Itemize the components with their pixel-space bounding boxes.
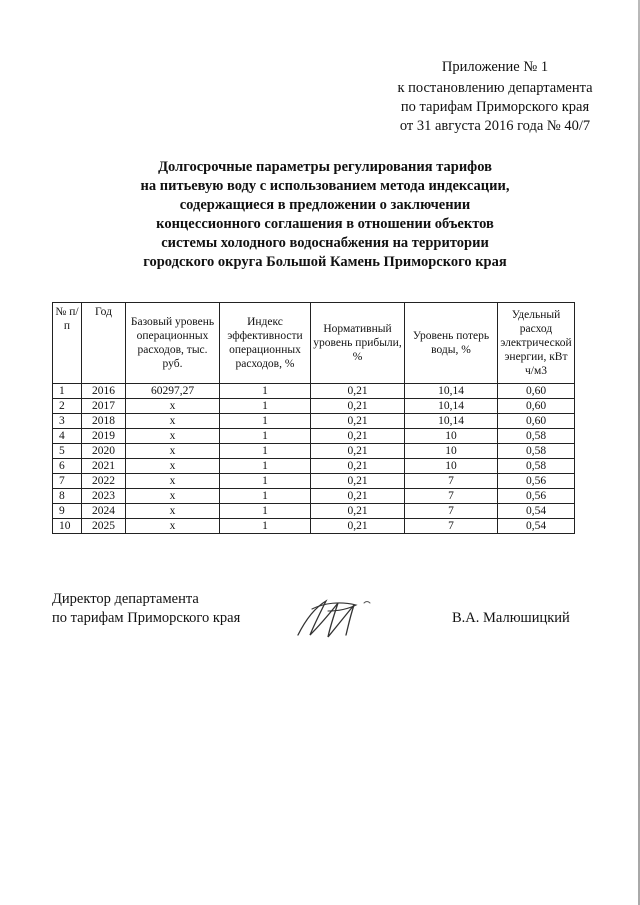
cell-profit: 0,21 xyxy=(311,414,405,429)
table-row xyxy=(53,459,575,474)
cell-num: 3 xyxy=(53,414,82,429)
cell-index: 1 xyxy=(220,384,311,399)
cell-year: 2021 xyxy=(82,459,126,474)
cell-year: 2023 xyxy=(82,489,126,504)
signer-position-line: по тарифам Приморского края xyxy=(52,610,241,626)
cell-base: х xyxy=(126,459,220,474)
cell-base: х xyxy=(126,399,220,414)
cell-energy: 0,60 xyxy=(498,399,575,414)
annex-number: Приложение № 1 xyxy=(441,59,549,75)
cell-year: 2016 xyxy=(82,384,126,399)
cell-energy: 0,58 xyxy=(498,459,575,474)
cell-losses: 10 xyxy=(405,429,498,444)
cell-profit: 0,21 xyxy=(311,489,405,504)
signer-position xyxy=(52,590,240,628)
table-row xyxy=(53,474,575,489)
header-num: № п/п xyxy=(53,303,82,384)
header-efficiency-index: Индекс эффективности операционных расходов, % xyxy=(220,303,311,384)
tariff-parameters-table xyxy=(52,302,575,534)
cell-year: 2017 xyxy=(82,399,126,414)
cell-year: 2025 xyxy=(82,519,126,534)
cell-energy: 0,58 xyxy=(498,444,575,459)
cell-year: 2020 xyxy=(82,444,126,459)
cell-num: 4 xyxy=(53,429,82,444)
cell-index: 1 xyxy=(220,399,311,414)
cell-energy: 0,54 xyxy=(498,519,575,534)
cell-profit: 0,21 xyxy=(311,444,405,459)
cell-num: 10 xyxy=(53,519,82,534)
table-row xyxy=(53,384,575,399)
cell-losses: 10 xyxy=(405,444,498,459)
cell-base: х xyxy=(126,519,220,534)
cell-losses: 7 xyxy=(405,504,498,519)
annex-line: от 31 августа 2016 года № 40/7 xyxy=(399,118,591,134)
header-water-losses: Уровень потерь воды, % xyxy=(405,303,498,384)
cell-energy: 0,60 xyxy=(498,414,575,429)
document-title xyxy=(90,158,560,272)
cell-index: 1 xyxy=(220,459,311,474)
cell-year: 2018 xyxy=(82,414,126,429)
title-line: на питьевую воду с использованием метода индексации, xyxy=(140,178,510,194)
cell-index: 1 xyxy=(220,444,311,459)
title-line: концессионного соглашения в отношении объектов xyxy=(156,216,494,232)
table-body xyxy=(53,384,575,534)
table-row xyxy=(53,489,575,504)
header-base-expenses: Базовый уровень операционных расходов, тыс. руб. xyxy=(126,303,220,384)
cell-num: 2 xyxy=(53,399,82,414)
table-row xyxy=(53,429,575,444)
cell-profit: 0,21 xyxy=(311,459,405,474)
cell-index: 1 xyxy=(220,519,311,534)
annex-line: к постановлению департамента xyxy=(397,80,593,96)
cell-index: 1 xyxy=(220,489,311,504)
title-line: городского округа Большой Камень Приморского края xyxy=(143,254,507,270)
cell-energy: 0,54 xyxy=(498,504,575,519)
cell-base: 60297,27 xyxy=(126,384,220,399)
cell-year: 2022 xyxy=(82,474,126,489)
annex-line: по тарифам Приморского края xyxy=(400,99,590,115)
cell-energy: 0,56 xyxy=(498,489,575,504)
cell-num: 7 xyxy=(53,474,82,489)
cell-losses: 7 xyxy=(405,489,498,504)
cell-base: х xyxy=(126,429,220,444)
header-year: Год xyxy=(82,303,126,384)
cell-num: 9 xyxy=(53,504,82,519)
title-line: Долгосрочные параметры регулирования тарифов xyxy=(158,159,492,175)
cell-num: 8 xyxy=(53,489,82,504)
cell-base: х xyxy=(126,414,220,429)
cell-base: х xyxy=(126,489,220,504)
cell-num: 5 xyxy=(53,444,82,459)
table-header-row xyxy=(53,303,575,384)
cell-losses: 10,14 xyxy=(405,414,498,429)
cell-energy: 0,58 xyxy=(498,429,575,444)
cell-index: 1 xyxy=(220,429,311,444)
cell-losses: 10,14 xyxy=(405,399,498,414)
cell-energy: 0,60 xyxy=(498,384,575,399)
cell-index: 1 xyxy=(220,504,311,519)
cell-base: х xyxy=(126,474,220,489)
cell-profit: 0,21 xyxy=(311,429,405,444)
header-energy-consumption: Удельный расход электрической энергии, кВт ч/м3 xyxy=(498,303,575,384)
cell-base: х xyxy=(126,444,220,459)
cell-index: 1 xyxy=(220,414,311,429)
cell-profit: 0,21 xyxy=(311,504,405,519)
cell-losses: 10,14 xyxy=(405,384,498,399)
title-line: содержащиеся в предложении о заключении xyxy=(179,197,471,213)
signer-name: В.А. Малюшицкий xyxy=(452,610,570,626)
signer-position-line: Директор департамента xyxy=(52,591,199,607)
title-line: системы холодного водоснабжения на территории xyxy=(161,235,489,251)
cell-losses: 7 xyxy=(405,474,498,489)
table-row xyxy=(53,414,575,429)
cell-year: 2019 xyxy=(82,429,126,444)
header-profit-level: Нормативный уровень прибыли, % xyxy=(311,303,405,384)
annex-block xyxy=(370,58,620,136)
cell-profit: 0,21 xyxy=(311,399,405,414)
handwritten-signature xyxy=(290,595,380,645)
cell-profit: 0,21 xyxy=(311,519,405,534)
table-row xyxy=(53,399,575,414)
cell-num: 6 xyxy=(53,459,82,474)
cell-num: 1 xyxy=(53,384,82,399)
table-row xyxy=(53,519,575,534)
table-row xyxy=(53,504,575,519)
table-row xyxy=(53,444,575,459)
cell-profit: 0,21 xyxy=(311,384,405,399)
cell-energy: 0,56 xyxy=(498,474,575,489)
cell-profit: 0,21 xyxy=(311,474,405,489)
cell-base: х xyxy=(126,504,220,519)
cell-losses: 7 xyxy=(405,519,498,534)
cell-index: 1 xyxy=(220,474,311,489)
cell-losses: 10 xyxy=(405,459,498,474)
cell-year: 2024 xyxy=(82,504,126,519)
